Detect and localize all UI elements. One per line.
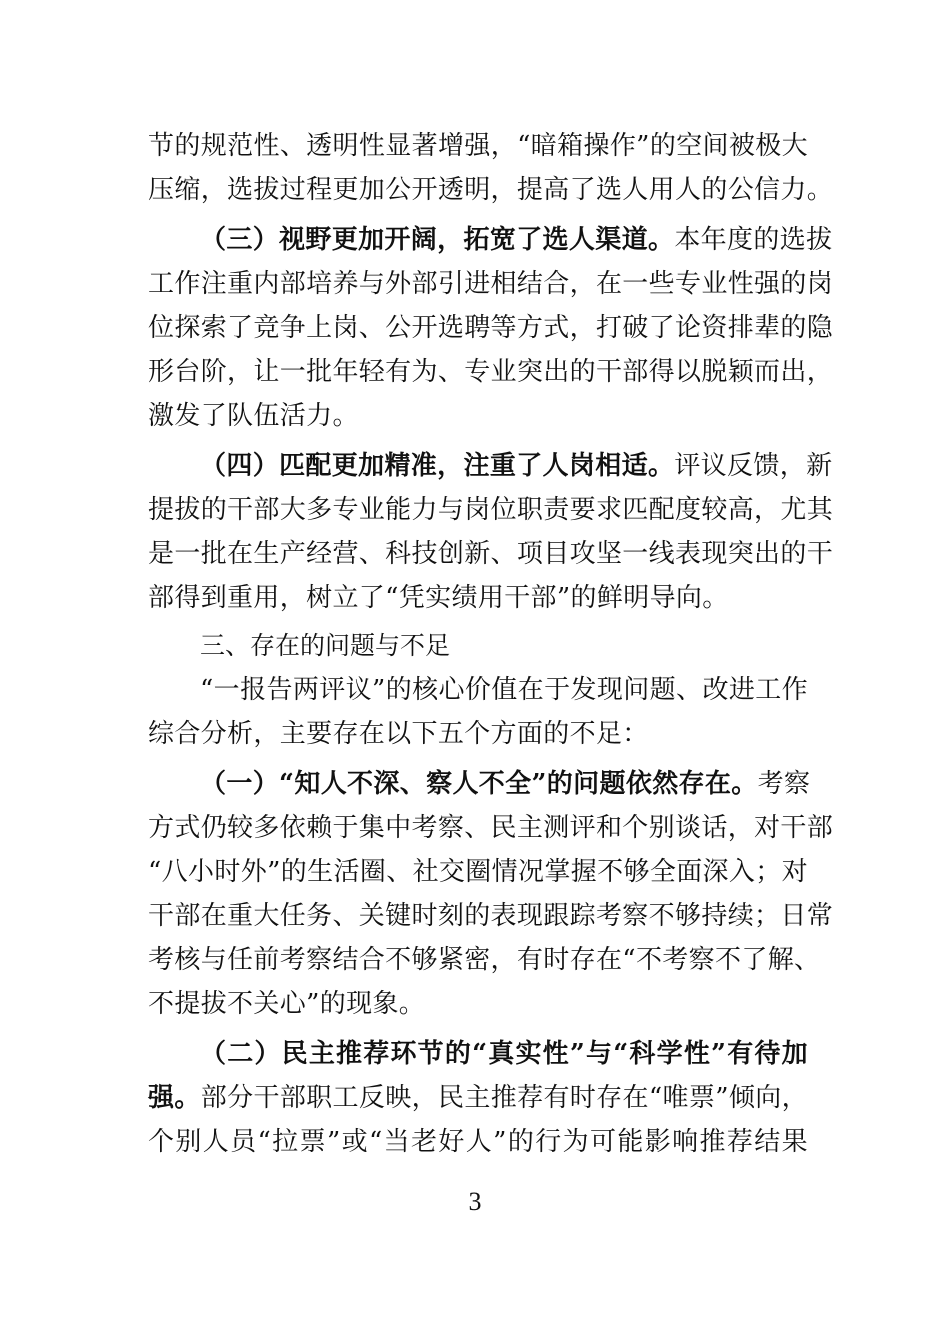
page-number: 3 [468,1187,482,1216]
problem-two-heading-end: 强。 [148,1083,201,1113]
body-line: 是一批在生产经营、科技创新、项目攻坚一线表现突出的干 [148,539,834,569]
body-line: 提拔的干部大多专业能力与岗位职责要求匹配度较高，尤其 [148,495,834,525]
paragraph-four-heading: （四）匹配更加精准，注重了人岗相适。 [200,451,675,481]
body-line: 激发了队伍活力。 [148,401,359,431]
body-line: 形台阶，让一批年轻有为、专业突出的干部得以脱颖而出， [148,357,834,387]
body-line: “八小时外”的生活圈、社交圈情况掌握不够全面深入；对 [148,857,808,887]
paragraph-three-text: 本年度的选拔 [674,225,833,255]
body-line: “一报告两评议”的核心价值在于发现问题、改进工作 [200,675,808,705]
body-line: 方式仍较多依赖于集中考察、民主测评和个别谈话，对干部 [148,813,834,843]
paragraph-four-text: 评议反馈，新 [674,451,833,481]
body-line: 压缩，选拔过程更加公开透明，提高了选人用人的公信力。 [148,175,834,205]
body-line: 考核与任前考察结合不够紧密，有时存在“不考察不了解、 [148,945,821,975]
section-heading: 三、存在的问题与不足 [200,631,451,660]
body-line: 部得到重用，树立了“凭实绩用干部”的鲜明导向。 [148,583,729,613]
problem-one-first-line [200,764,811,804]
problem-two-heading: （二）民主推荐环节的“真实性”与“科学性”有待加 [200,1039,808,1069]
problem-one-heading: （一）“知人不深、察人不全”的问题依然存在。 [200,769,758,799]
paragraph-three-first-line [200,220,833,260]
body-line: 个别人员“拉票”或“当老好人”的行为可能影响推荐结果 [148,1127,808,1157]
problem-two-second-line [148,1078,808,1118]
paragraph-three-heading: （三）视野更加开阔，拓宽了选人渠道。 [200,225,675,255]
problem-two-text: 部分干部职工反映，民主推荐有时存在“唯票”倾向， [200,1083,809,1113]
body-line: 节的规范性、透明性显著增强，“暗箱操作”的空间被极大 [148,131,808,161]
body-line: 干部在重大任务、关键时刻的表现跟踪考察不够持续；日常 [148,901,834,931]
body-line: 工作注重内部培养与外部引进相结合，在一些专业性强的岗 [148,269,834,299]
paragraph-four-first-line [200,446,833,486]
body-line: 不提拔不关心”的现象。 [148,989,426,1019]
problem-one-text: 考察 [757,769,811,799]
body-line: 位探索了竞争上岗、公开选聘等方式，打破了论资排辈的隐 [148,313,834,343]
body-line: 综合分析，主要存在以下五个方面的不足： [148,719,649,749]
